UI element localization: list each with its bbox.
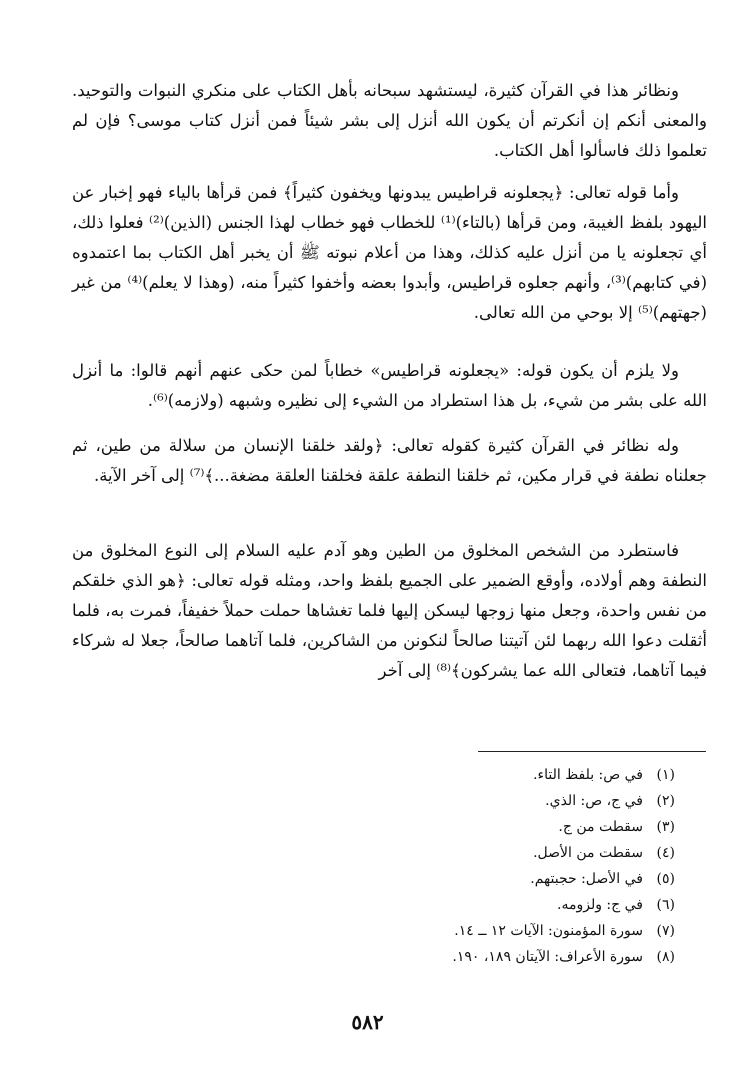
paragraph: ولا يلزم أن يكون قوله: «يجعلونه قراطيس» خطاباً لمن حكى عنهم أنهم قالوا: ما أنزل الله على بشر من شيء، بل هذا استطراد من الشيء إلى نظيره وشبهه (ولازمه)⁽⁶⁾. [72, 361, 707, 410]
footnote [295, 892, 675, 918]
main-text-paragraph-2 [72, 178, 707, 328]
footnote-number: (٧) [656, 923, 675, 939]
page-number: ٥٨٢ [351, 1010, 384, 1034]
footnote-text: في ج، ص: الذي. [545, 793, 643, 809]
footnote-text: في ج: ولزومه. [557, 897, 643, 913]
footnote-number: (١) [656, 767, 675, 783]
footnote-text: سقطت من ج. [558, 819, 643, 835]
main-text-paragraph-4 [72, 431, 707, 491]
footnote-number: (٤) [656, 845, 675, 861]
footnote-text: سورة المؤمنون: الآيات ١٢ ــ ١٤. [454, 923, 643, 939]
paragraph: وله نظائر في القرآن كثيرة كقوله تعالى: ﴿ولقد خلقنا الإنسان من سلالة من طين، ثم جعلناه نطفة في قرار مكين، ثم خلقنا النطفة علقة فخلقنا العلقة مضغة...﴾⁽⁷⁾ إلى آخر الآية. [72, 436, 707, 485]
paragraph: فاستطرد من الشخص المخلوق من الطين وهو آدم عليه السلام إلى النوع المخلوق من النطفة وهم أولاده، وأوقع الضمير على الجميع بلفظ واحد، ومثله قوله تعالى: ﴿هو الذي خلقكم من نفس واحدة، وجعل منها زوجها ليسكن إليها فلما تغشاها حملت حملاً خفيفاً، فمرت به، فلما أثقلت دعوا الله ربهما لئن آتيتنا صالحاً لنكونن من الشاكرين، فلما آتاهما صالحاً، جعلا له شركاء فيما آتاهما، فتعالى الله عما يشركون﴾⁽⁸⁾ إلى آخر [72, 541, 707, 680]
paragraph: ونظائر هذا في القرآن كثيرة، ليستشهد سبحانه بأهل الكتاب على منكري النبوات والتوحيد. والمعنى أنكم إن أنكرتم أن يكون الله أنزل إلى بشر شيئاً فمن أنزل كتاب موسى؟ فإن لم تعلموا ذلك فاسألوا أهل الكتاب. [72, 81, 707, 160]
main-text-paragraph-5 [72, 536, 707, 686]
main-text-paragraph-3 [72, 356, 707, 416]
footnote [295, 762, 675, 788]
footnote-text: في الأصل: حجبتهم. [530, 871, 643, 887]
footnote [295, 840, 675, 866]
footnote-text: سورة الأعراف: الآيتان ١٨٩، ١٩٠. [452, 949, 643, 965]
main-text-paragraph-1 [72, 76, 707, 166]
footnote-text: سقطت من الأصل. [533, 845, 643, 861]
footnote-number: (٨) [656, 949, 675, 965]
footnote-text: في ص: بلفظ التاء. [533, 767, 643, 783]
footnote [295, 814, 675, 840]
footnote-separator [478, 751, 706, 752]
footnote [295, 918, 675, 944]
footnote [295, 944, 675, 970]
footnote [295, 866, 675, 892]
paragraph: وأما قوله تعالى: ﴿يجعلونه قراطيس يبدونها ويخفون كثيراً﴾ فمن قرأها بالياء فهو إخبار عن اليهود بلفظ الغيبة، ومن قرأها (بالتاء)⁽¹⁾ للخطاب فهو خطاب لهذا الجنس (الذين)⁽²⁾ فعلوا ذلك، أي تجعلونه يا من أنزل عليه كذلك، وهذا من أعلام نبوته ﷺ أن يخبر أهل الكتاب بما اعتمدوه (في كتابهم)⁽³⁾، وأنهم جعلوه قراطيس، وأبدوا بعضه وأخفوا كثيراً منه، (وهذا لا يعلم)⁽⁴⁾ من غير (جهتهم)⁽⁵⁾ إلا بوحي من الله تعالى. [72, 183, 708, 322]
footnote-number: (٢) [656, 793, 675, 809]
footnote-number: (٣) [656, 819, 675, 835]
footnote-number: (٦) [656, 897, 675, 913]
footnote [295, 788, 675, 814]
footnote-number: (٥) [656, 871, 675, 887]
footnotes [295, 762, 675, 970]
